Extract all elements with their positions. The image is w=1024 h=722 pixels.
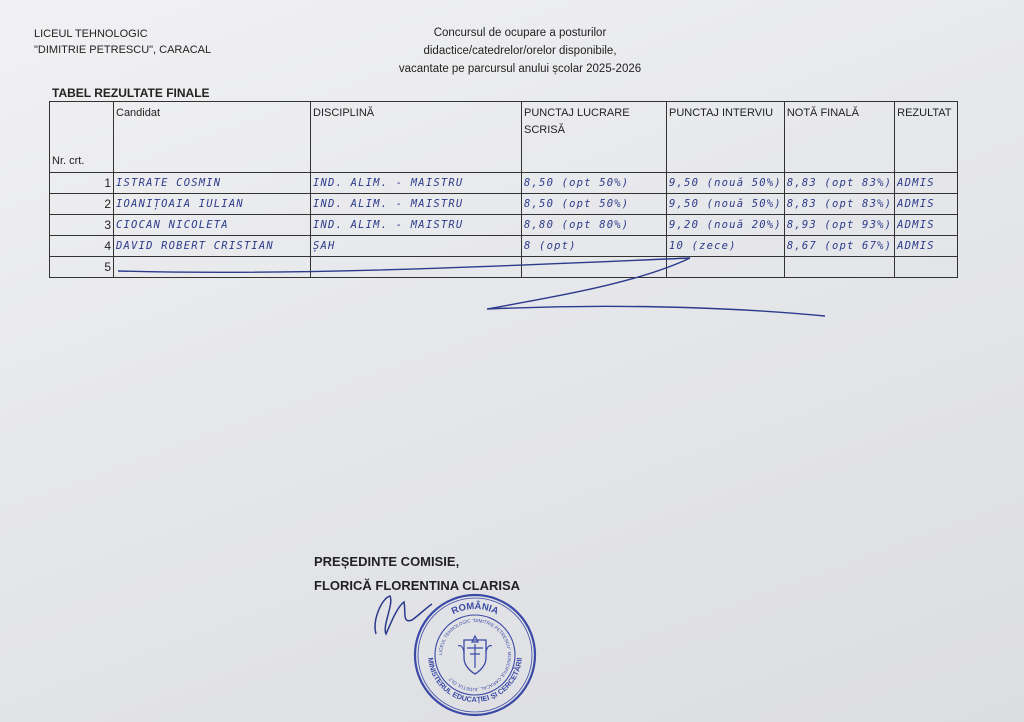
col-header-rezultat: REZULTAT — [895, 102, 958, 173]
row-disciplina: IND. ALIM. - MAISTRU — [311, 194, 522, 215]
president-role: PREȘEDINTE COMISIE, — [314, 554, 460, 569]
row-punctaj-interviu: 9,20 (nouă 20%) — [667, 215, 785, 236]
row-rezultat: ADMIS — [895, 215, 958, 236]
row-nr: 1 — [50, 173, 114, 194]
contest-title-line2: didactice/catedrelor/orelor disponibile, — [423, 45, 617, 57]
row-disciplina: ȘAH — [311, 236, 522, 257]
strike-line-row5 — [118, 258, 690, 272]
row-punctaj-scris: 8 (opt) — [522, 236, 667, 257]
row-disciplina: IND. ALIM. - MAISTRU — [311, 173, 522, 194]
coat-of-arms-icon — [458, 636, 492, 674]
stamp-ring-text: MINISTERUL EDUCAȚIEI ȘI CERCETĂRII — [426, 656, 524, 705]
row-nr: 3 — [50, 215, 114, 236]
col-header-punctaj-scris: PUNCTAJ LUCRARE SCRISĂ — [522, 102, 667, 173]
row-punctaj-scris: 8,80 (opt 80%) — [522, 215, 667, 236]
row-rezultat: ADMIS — [895, 236, 958, 257]
row-candidat: CIOCAN NICOLETA — [114, 215, 311, 236]
official-stamp — [412, 592, 538, 718]
row-candidat: ISTRATE COSMIN — [114, 173, 311, 194]
col-header-nr: Nr. crt. — [50, 102, 114, 173]
stamp-top-text: ROMÂNIA — [449, 600, 501, 618]
col-header-punctaj-interviu: PUNCTAJ INTERVIU — [667, 102, 785, 173]
row-nota-finala: 8,83 (opt 83%) — [784, 194, 894, 215]
school-name-line2: "DIMITRIE PETRESCU", CARACAL — [34, 44, 212, 56]
row-punctaj-interviu: 9,50 (nouă 50%) — [667, 194, 785, 215]
row-rezultat: ADMIS — [895, 173, 958, 194]
table-title: TABEL REZULTATE FINALE — [52, 86, 210, 100]
row-punctaj-scris: 8,50 (opt 50%) — [522, 173, 667, 194]
row-nr: 5 — [50, 257, 114, 278]
strike-line-tail — [487, 258, 825, 316]
row-nota-finala: 8,93 (opt 93%) — [784, 215, 894, 236]
row-candidat: IOANIȚOAIA IULIAN — [114, 194, 311, 215]
row-disciplina: IND. ALIM. - MAISTRU — [311, 215, 522, 236]
contest-title-line1: Concursul de ocupare a posturilor — [433, 27, 607, 39]
col-header-nota-finala: NOTĂ FINALĂ — [784, 102, 894, 173]
row-rezultat: ADMIS — [895, 194, 958, 215]
row-nota-finala: 8,83 (opt 83%) — [784, 173, 894, 194]
row-nr: 4 — [50, 236, 114, 257]
stamp-inner-text: LICEUL TEHNOLOGIC "DIMITRIE PETRESCU" MUNICIPIUL CARACAL, JUDEȚUL OLT — [437, 617, 513, 693]
row-nr: 2 — [50, 194, 114, 215]
col-header-candidat: Candidat — [114, 102, 311, 173]
col-header-disciplina: DISCIPLINĂ — [311, 102, 522, 173]
row-punctaj-interviu: 9,50 (nouă 50%) — [667, 173, 785, 194]
row-nota-finala: 8,67 (opt 67%) — [784, 236, 894, 257]
contest-title-line3: vacantate pe parcursul anului școlar 2025-2026 — [398, 63, 642, 75]
school-name-line1: LICEUL TEHNOLOGIC — [34, 28, 148, 40]
row-punctaj-scris: 8,50 (opt 50%) — [522, 194, 667, 215]
president-name: FLORICĂ FLORENTINA CLARISA — [314, 578, 521, 593]
row-punctaj-interviu: 10 (zece) — [667, 236, 785, 257]
row-candidat: DAVID ROBERT CRISTIAN — [114, 236, 311, 257]
